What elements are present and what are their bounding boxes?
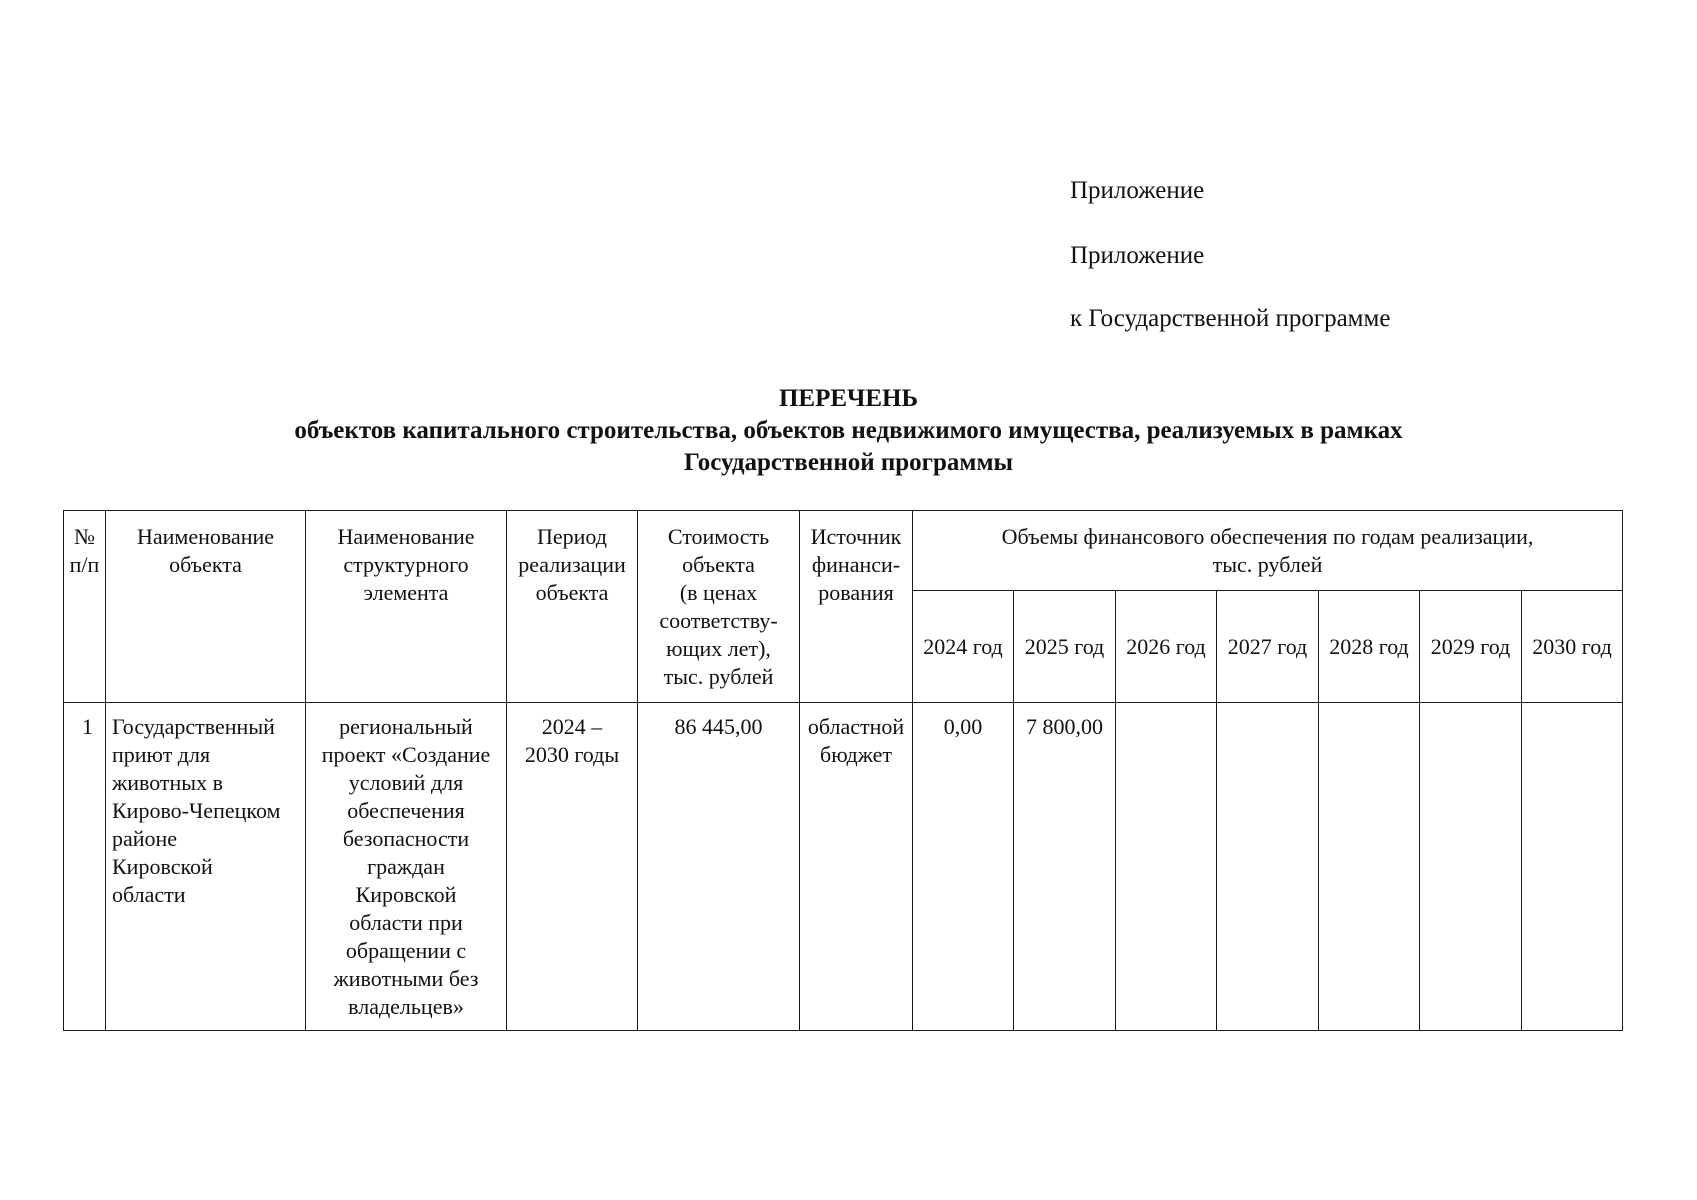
header-year-2026: 2026 год [1116,591,1217,703]
header-year-2030: 2030 год [1522,591,1623,703]
annex-label: Приложение [1070,177,1205,204]
table-row [64,703,1623,1031]
header-element: Наименование структурного элемента [306,511,507,703]
row-amount-2027 [1217,703,1319,1031]
row-amount-2030 [1522,703,1623,1031]
row-num: 1 [64,703,106,1031]
row-amount-2025: 7 800,00 [1014,703,1116,1031]
header-object: Наименование объекта [106,511,306,703]
annex-program-ref: к Государственной программе [1070,305,1391,332]
row-object-name: Государственный приют для животных в Кирово-Чепецком районе Кировской области [106,703,306,1031]
row-cost: 86 445,00 [638,703,800,1031]
header-year-2025: 2025 год [1014,591,1116,703]
header-row [64,511,1623,591]
title-heading: ПЕРЕЧЕНЬ [778,385,919,412]
row-amount-2029 [1420,703,1522,1031]
header-source: Источник финанси- рования [800,511,913,703]
row-funding-source: областной бюджет [800,703,913,1031]
row-amount-2024: 0,00 [913,703,1014,1031]
header-period: Период реализации объекта [507,511,638,703]
header-num: № п/п [64,511,106,703]
row-structural-element: региональный проект «Создание условий для обеспечения безопасности граждан Кировской области при обращении с животными без владельцев» [306,703,507,1031]
row-amount-2026 [1116,703,1217,1031]
title-subheading: объектов капитального строительства, объектов недвижимого имущества, реализуемых в рамках [294,417,1403,444]
row-period: 2024 – 2030 годы [507,703,638,1031]
row-amount-2028 [1319,703,1420,1031]
header-year-2028: 2028 год [1319,591,1420,703]
annex-label-repeat: Приложение [1070,242,1205,269]
header-cost: Стоимость объекта (в ценах соответству- ющих лет), тыс. рублей [638,511,800,703]
header-year-2029: 2029 год [1420,591,1522,703]
objects-table [63,510,1623,1031]
title-subheading-end: Государственной программы [683,449,1014,476]
header-volumes: Объемы финансового обеспечения по годам реализации, тыс. рублей [913,511,1623,591]
header-year-2024: 2024 год [913,591,1014,703]
header-year-2027: 2027 год [1217,591,1319,703]
